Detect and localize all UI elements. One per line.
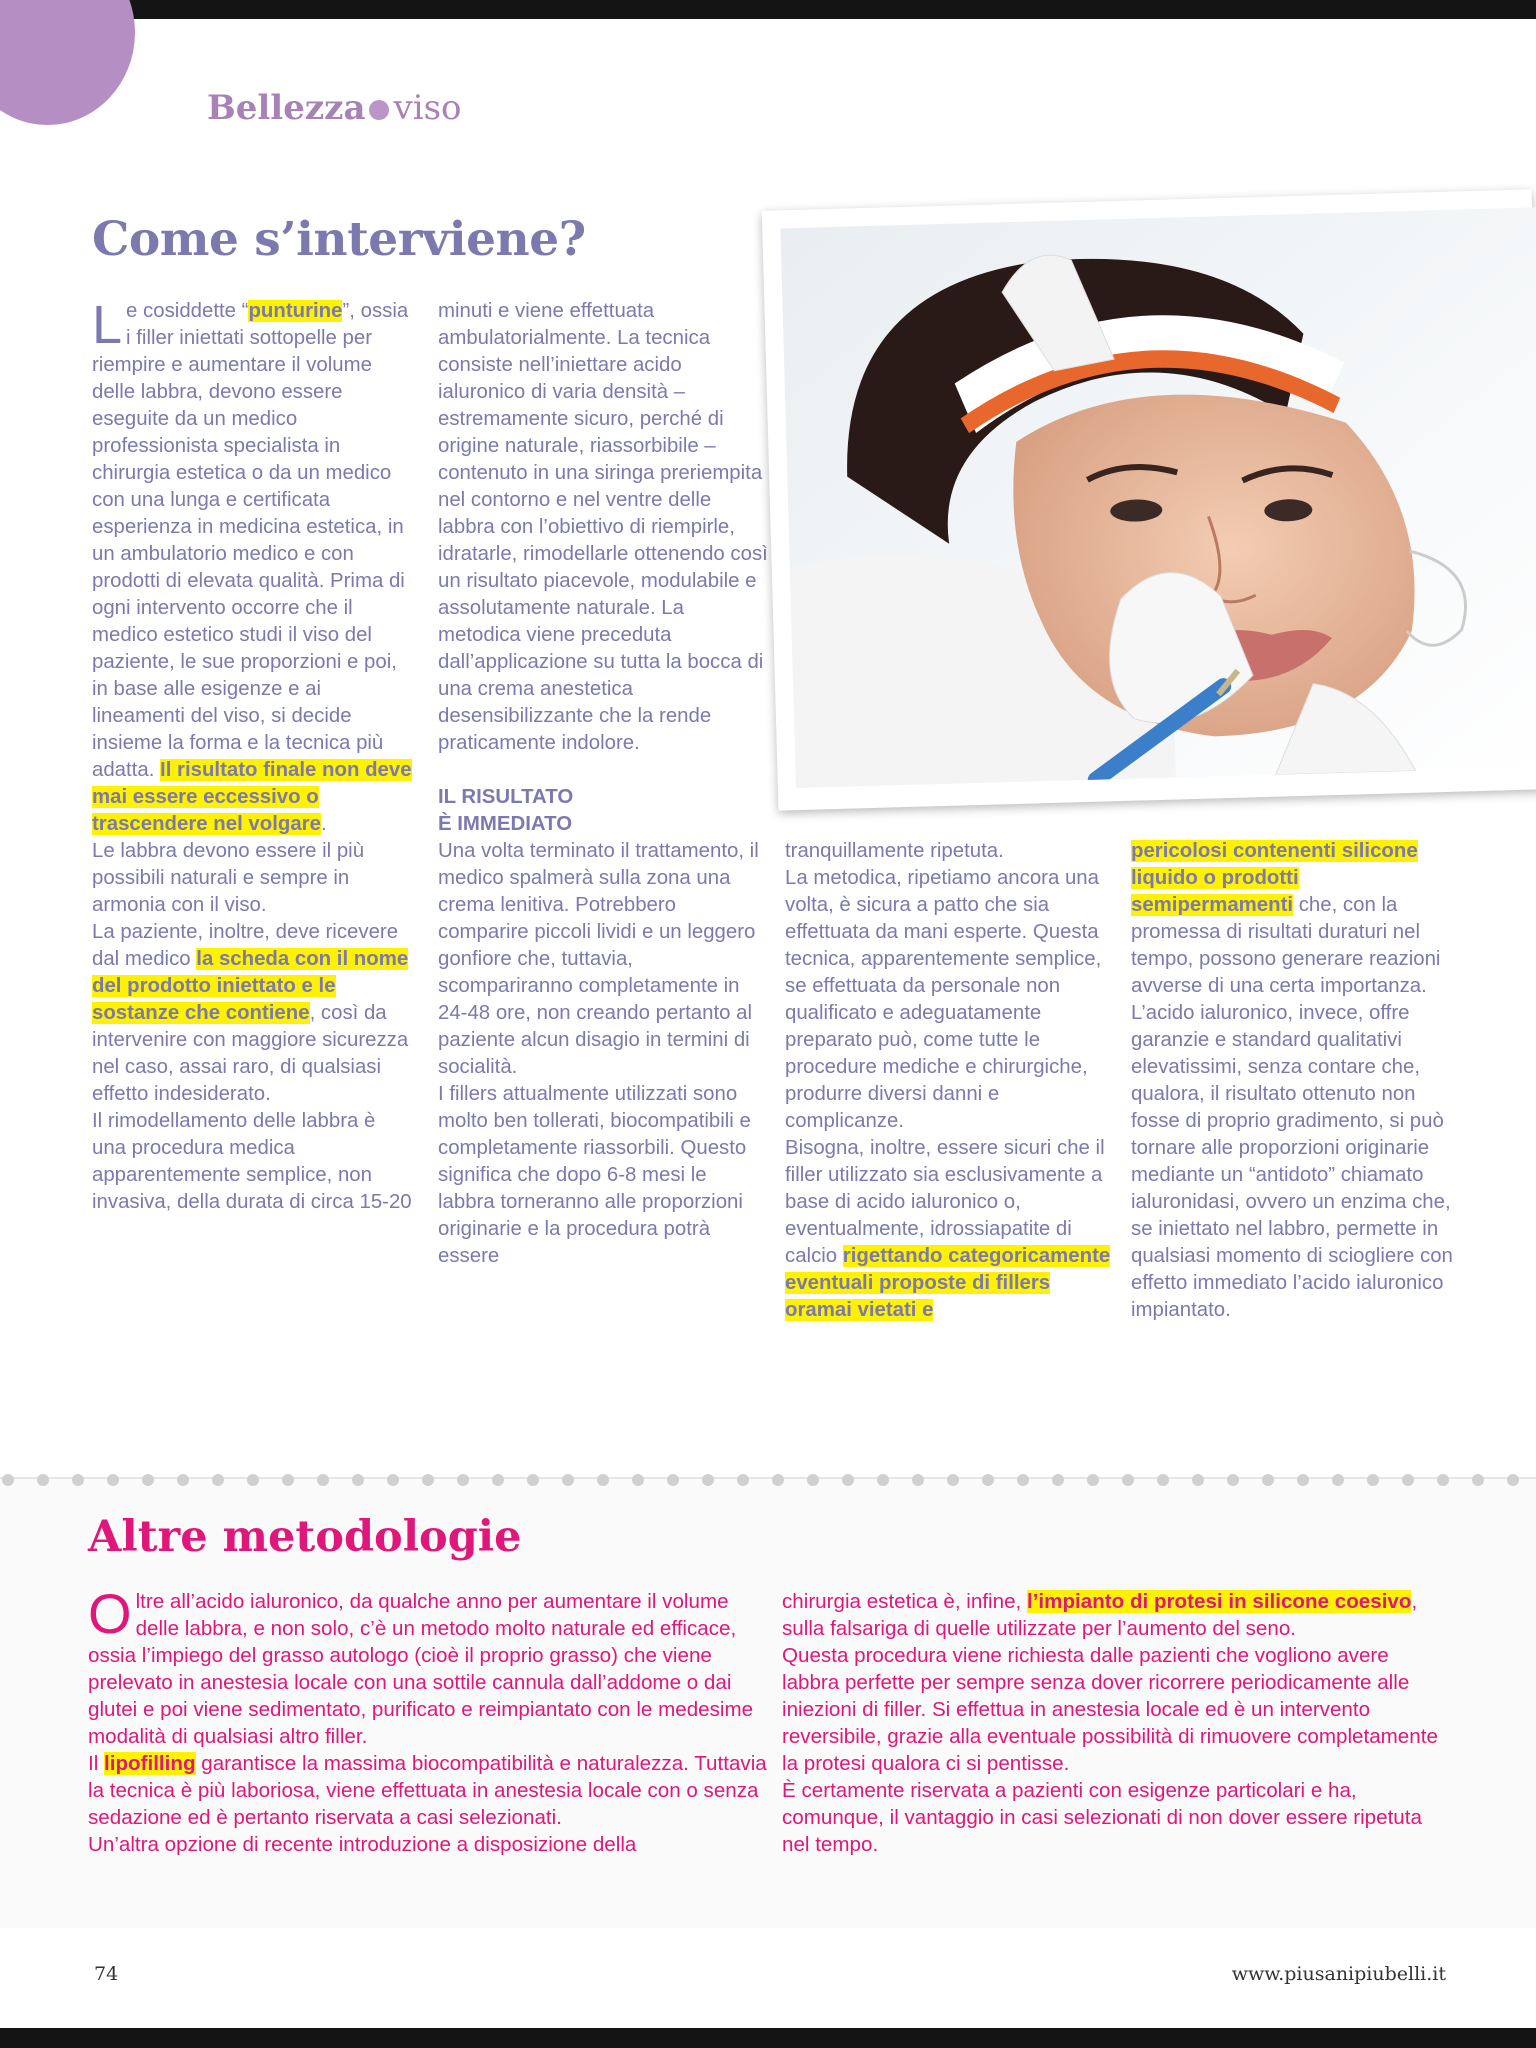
sidebar-column-left (88, 1582, 768, 1858)
perforation-hole (247, 1474, 259, 1486)
perforation-hole (632, 1474, 644, 1486)
perforation-hole (912, 1474, 924, 1486)
perforation-hole (667, 1474, 679, 1486)
perforated-divider (0, 1456, 1536, 1500)
perforation-hole (1262, 1474, 1274, 1486)
section-label-main: Bellezza (207, 88, 366, 128)
paragraph: Una volta terminato il trattamento, il medico spalmerà sulla zona una crema lenitiva. Potrebbero comparire piccoli lividi e un leggero gonfiore che, tuttavia, scompariranno completamente in 24-48 ore, non creando pertanto al paziente alcun disagio in termini di socialità. (438, 840, 759, 1078)
perforation-hole (1122, 1474, 1134, 1486)
article-title: Come s’interviene? (92, 212, 586, 267)
text: Il (88, 1752, 105, 1775)
highlight: pericolosi contenenti silicone liquido o prodotti semipermamenti (1131, 840, 1418, 916)
paragraph (785, 1135, 1115, 1324)
perforation-hole (492, 1474, 504, 1486)
text: La paziente, inoltre, deve ricevere dal medico (92, 921, 399, 970)
perforation-hole (702, 1474, 714, 1486)
perforation-hole (352, 1474, 364, 1486)
perforation-hole (1157, 1474, 1169, 1486)
perforation-hole (1507, 1474, 1519, 1486)
perforation-hole (562, 1474, 574, 1486)
footer-url[interactable]: www.piusanipiubelli.it (1231, 1963, 1446, 1985)
perforation-hole (1297, 1474, 1309, 1486)
bottom-bar (0, 2028, 1536, 2048)
highlight: rigettando categoricamente eventuali proposte di fillers oramai vietati e (785, 1245, 1111, 1321)
subheading (438, 784, 768, 838)
perforation-hole (842, 1474, 854, 1486)
perforation-hole (1437, 1474, 1449, 1486)
perforation-hole (317, 1474, 329, 1486)
paragraph (1131, 838, 1461, 1324)
paragraph: Il rimodellamento delle labbra è una procedura medica apparentemente semplice, non invasiva, della durata di circa 15-20 (92, 1110, 412, 1213)
paragraph (782, 1588, 1448, 1642)
bullet-dot-icon (369, 100, 389, 120)
subheading-line: È IMMEDIATO (438, 813, 573, 835)
dropcap: O (88, 1582, 132, 1645)
paragraph: La metodica, ripetiamo ancora una volta, è sicura a patto che sia effettuata da mani esperte. Questa tecnica, apparentemente semplice, se effettuata da personale non qualificato e adeguatamente preparato può, come tutte le procedure mediche e chirurgiche, produrre diversi danni e complicanze. (785, 867, 1102, 1132)
perforation-hole (72, 1474, 84, 1486)
column-3 (785, 838, 1115, 1324)
perforation-hole (772, 1474, 784, 1486)
paragraph: Questa procedura viene richiesta dalle pazienti che vogliono avere labbra perfette per sempre senza dover ricorrere periodicamente alle iniezioni di filler. Si effettua in anestesia locale ed è un intervento reversibile, grazie alla eventuale possibilità di rimuovere completamente la protesi qualora ci si pentisse. (782, 1644, 1438, 1775)
paragraph: minuti e viene effettuata ambulatorialmente. La tecnica consiste nell’iniettare acido ialuronico di varia densità – estremamente sicuro, perché di origine naturale, riassorbibile – contenuto in una siringa preriempita nel contorno e nel ventre delle labbra con l’obiettivo di riempirle, idratarle, rimodellarle ottenendo così un risultato piacevole, modulabile e assolutamente naturale. La metodica viene preceduta dall’applicazione su tutta la bocca di una crema anestetica desensibilizzante che la rende praticamente indolore. (438, 300, 768, 754)
perforation-hole (1367, 1474, 1379, 1486)
photo-frame (762, 189, 1536, 810)
subheading-line: IL RISULTATO (438, 786, 574, 808)
perforation-hole (947, 1474, 959, 1486)
perforation-hole (597, 1474, 609, 1486)
highlight: punturine (248, 300, 343, 322)
corner-decoration (0, 0, 135, 125)
highlight: Il risultato finale non deve mai essere eccessivo o trascendere nel volgare (92, 759, 412, 835)
perforation-hole (387, 1474, 399, 1486)
perforation-hole (1052, 1474, 1064, 1486)
perforation-hole (1227, 1474, 1239, 1486)
perforation-hole (737, 1474, 749, 1486)
paragraph (92, 919, 412, 1108)
top-bar (0, 0, 1536, 19)
dropcap: L (92, 295, 123, 355)
paragraph (88, 1582, 768, 1750)
perforation-hole (1332, 1474, 1344, 1486)
text: che, con la promessa di risultati duraturi nel tempo, possono generare reazioni avverse di una certa importanza. L’acido ialuronico, invece, offre garanzie e standard qualitativi elevatissimi, senza contare che, qualora, il risultato ottenuto non fosse di proprio gradimento, si può tornare alle proporzioni originarie mediante un “antidoto” chiamato ialuronidasi, ovvero un enzima che, se iniettato nel labbro, permette in qualsiasi momento di sciogliere con effetto immediato l’acido ialuronico impiantato. (1131, 894, 1453, 1321)
text: . (320, 813, 327, 835)
sidebar-title: Altre metodologie (88, 1512, 522, 1562)
perforation-hole (2, 1474, 14, 1486)
perforation-hole (1087, 1474, 1099, 1486)
text: , così da intervenire con maggiore sicurezza nel caso, assai raro, di qualsiasi effetto indesiderato. (92, 1002, 409, 1105)
paragraph: È certamente riservata a pazienti con esigenze particolari e ha, comunque, il vantaggio in casi selezionati di non dover essere ripetuta nel tempo. (782, 1779, 1422, 1856)
sidebar-column-right (782, 1588, 1448, 1858)
paragraph: Un’altra opzione di recente introduzione a disposizione della (88, 1833, 637, 1856)
perforation-hole (37, 1474, 49, 1486)
page-number: 74 (94, 1963, 119, 1985)
section-label (207, 88, 461, 128)
text: e cosiddette “ (126, 300, 249, 322)
perforation-hole (527, 1474, 539, 1486)
highlight: lipofilling (104, 1752, 196, 1775)
perforation-hole (1472, 1474, 1484, 1486)
perforation-hole (212, 1474, 224, 1486)
perforation-hole (877, 1474, 889, 1486)
highlight: l’impianto di protesi in silicone coesivo (1026, 1590, 1412, 1613)
perforation-hole (107, 1474, 119, 1486)
perforation-hole (142, 1474, 154, 1486)
text: ltre all’acido ialuronico, da qualche anno per aumentare il volume delle labbra, e non solo, c’è un metodo molto naturale ed efficace, ossia l’impiego del grasso autologo (cioè il proprio grasso) che viene prelevato in anestesia locale con una sottile cannula dall’addome o dai glutei e poi viene sedimentato, purificato e reimpiantato con le medesime modalità di qualsiasi altro filler. (88, 1590, 754, 1748)
perforation-hole (177, 1474, 189, 1486)
highlight: la scheda con il nome del prodotto iniettato e le sostanze che contiene (92, 948, 409, 1024)
text: ”, ossia i filler iniettati sottopelle per riempire e aumentare il volume delle labbra, devono essere eseguite da un medico professionista specialista in chirurgia estetica o da un medico con una lunga e certificata esperienza in medicina estetica, in un ambulatorio medico e con prodotti di elevata qualità. Prima di ogni intervento occorre che il medico estetico studi il viso del paziente, le sue proporzioni e poi, in base alle esigenze e ai lineamenti del viso, si decide insieme la forma e la tecnica più adatta. (92, 300, 409, 781)
lip-filler-photo (780, 207, 1536, 788)
paragraph: tranquillamente ripetuta. (785, 840, 1004, 862)
perforation-hole (807, 1474, 819, 1486)
text: chirurgia estetica è, infine, (782, 1590, 1027, 1613)
perforation-hole (422, 1474, 434, 1486)
paragraph (88, 1750, 768, 1831)
perforation-hole (982, 1474, 994, 1486)
section-label-sub: viso (393, 88, 462, 128)
column-1 (92, 295, 412, 1216)
text: , sulla falsariga di quelle utilizzate per l’aumento del seno. (782, 1590, 1418, 1640)
perforation-hole (457, 1474, 469, 1486)
column-4 (1131, 838, 1461, 1324)
paragraph: I fillers attualmente utilizzati sono molto ben tollerati, biocompatibili e completamente riassorbili. Questo significa che dopo 6-8 mesi le labbra torneranno alle proporzioni originarie e la procedura potrà essere (438, 1083, 751, 1267)
perforation-hole (1402, 1474, 1414, 1486)
column-2 (438, 298, 768, 1270)
paragraph (92, 295, 412, 838)
paragraph: Le labbra devono essere il più possibili naturali e sempre in armonia con il viso. (92, 840, 365, 916)
text: garantisce la massima biocompatibilità e naturalezza. Tuttavia la tecnica è più laboriosa, viene effettuata in anestesia locale con o senza sedazione ed è pertanto riservata a casi selezionati. (88, 1752, 767, 1829)
perforation-hole (282, 1474, 294, 1486)
text: Bisogna, inoltre, essere sicuri che il filler utilizzato sia esclusivamente a base di acido ialuronico o, eventualmente, idrossiapatite di calcio (785, 1137, 1105, 1267)
perforation-hole (1017, 1474, 1029, 1486)
perforation-hole (1192, 1474, 1204, 1486)
